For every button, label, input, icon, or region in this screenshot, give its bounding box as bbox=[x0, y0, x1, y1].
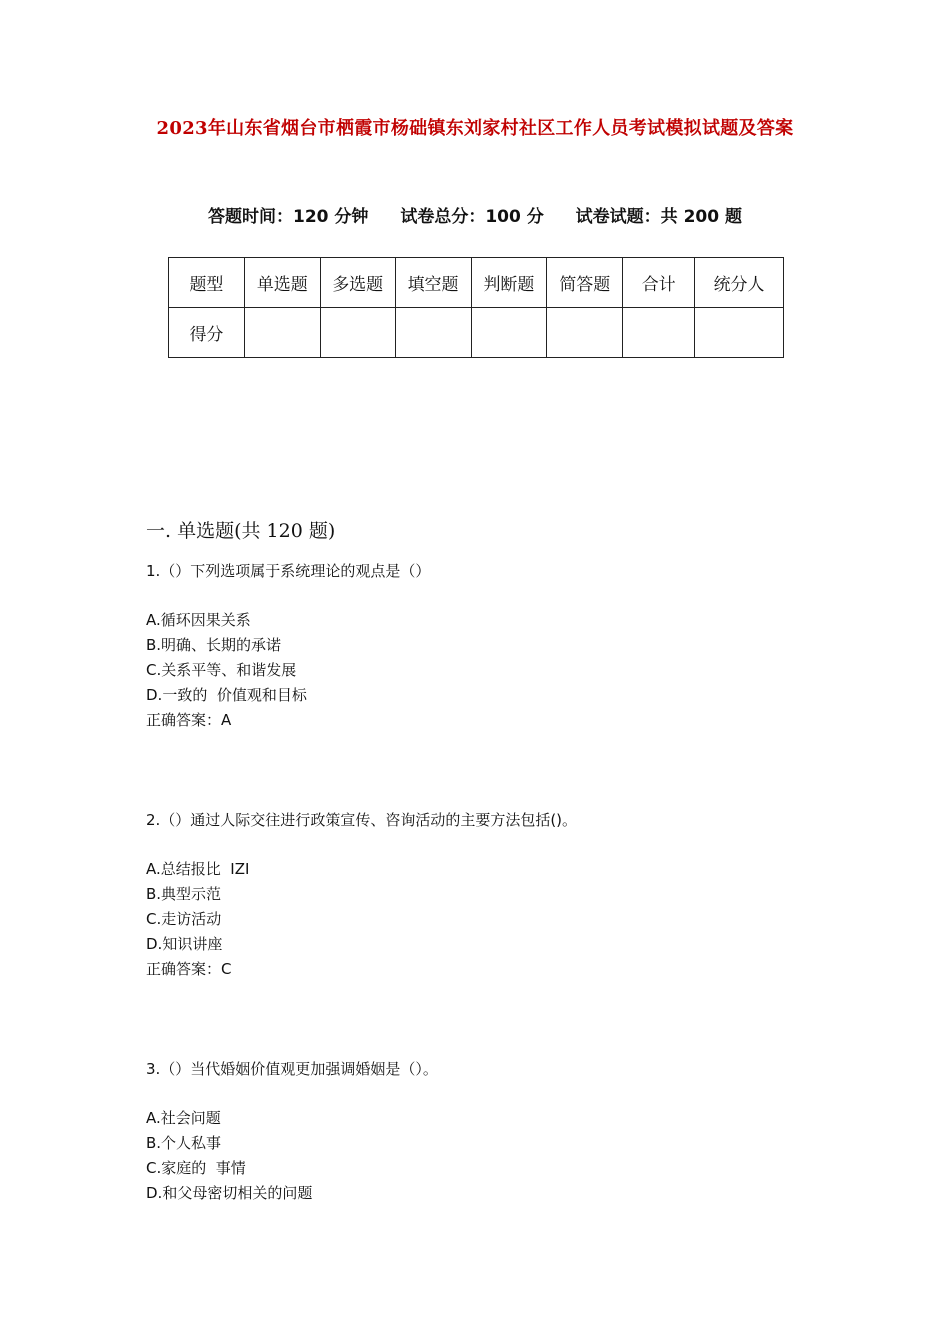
question-stem: 3.（）当代婚姻价值观更加强调婚姻是（）。 bbox=[146, 1060, 438, 1078]
score-cell bbox=[471, 308, 547, 358]
score-table-header: 填空题 bbox=[395, 258, 471, 308]
question-3 bbox=[146, 1057, 438, 1206]
option-b: B.明确、长期的承诺 bbox=[146, 636, 282, 654]
correct-answer: 正确答案：C bbox=[146, 960, 232, 978]
exam-info bbox=[0, 202, 950, 227]
question-stem: 2.（）通过人际交往进行政策宣传、咨询活动的主要方法包括()。 bbox=[146, 811, 578, 829]
option-a: A.循环因果关系 bbox=[146, 611, 251, 629]
option-a: A.总结报比 IZI bbox=[146, 860, 250, 878]
option-a: A.社会问题 bbox=[146, 1109, 221, 1127]
section-title: 一. 单选题(共 120 题) bbox=[146, 520, 336, 542]
exam-total-score: 试卷总分：100 分 bbox=[400, 207, 544, 227]
score-cell bbox=[320, 308, 395, 358]
score-table-header: 单选题 bbox=[244, 258, 320, 308]
score-cell bbox=[623, 308, 695, 358]
score-table-score-row bbox=[169, 308, 784, 358]
option-d: D.和父母密切相关的问题 bbox=[146, 1184, 313, 1202]
score-table-header: 合计 bbox=[623, 258, 695, 308]
score-table-header: 简答题 bbox=[547, 258, 623, 308]
score-cell bbox=[395, 308, 471, 358]
document-title: 2023年山东省烟台市栖霞市杨础镇东刘家村社区工作人员考试模拟试题及答案 bbox=[156, 118, 794, 139]
option-b: B.个人私事 bbox=[146, 1134, 222, 1152]
question-stem: 1.（）下列选项属于系统理论的观点是（） bbox=[146, 562, 431, 580]
correct-answer: 正确答案：A bbox=[146, 711, 232, 729]
question-2 bbox=[146, 808, 577, 982]
score-table-header: 统分人 bbox=[695, 258, 784, 308]
exam-question-count: 试卷试题：共 200 题 bbox=[575, 207, 742, 227]
score-row-label: 得分 bbox=[169, 308, 245, 358]
question-1 bbox=[146, 559, 430, 733]
score-cell bbox=[244, 308, 320, 358]
option-c: C.关系平等、和谐发展 bbox=[146, 661, 297, 679]
score-table-header: 判断题 bbox=[471, 258, 547, 308]
exam-time: 答题时间：120 分钟 bbox=[208, 207, 369, 227]
score-cell bbox=[547, 308, 623, 358]
score-table-header-row bbox=[169, 258, 784, 308]
option-d: D.知识讲座 bbox=[146, 935, 223, 953]
score-table bbox=[168, 257, 784, 358]
option-b: B.典型示范 bbox=[146, 885, 222, 903]
score-table-header: 题型 bbox=[169, 258, 245, 308]
option-c: C.走访活动 bbox=[146, 910, 222, 928]
option-d: D.一致的 价值观和目标 bbox=[146, 686, 307, 704]
score-table-header: 多选题 bbox=[320, 258, 395, 308]
score-cell bbox=[695, 308, 784, 358]
option-c: C.家庭的 事情 bbox=[146, 1159, 246, 1177]
